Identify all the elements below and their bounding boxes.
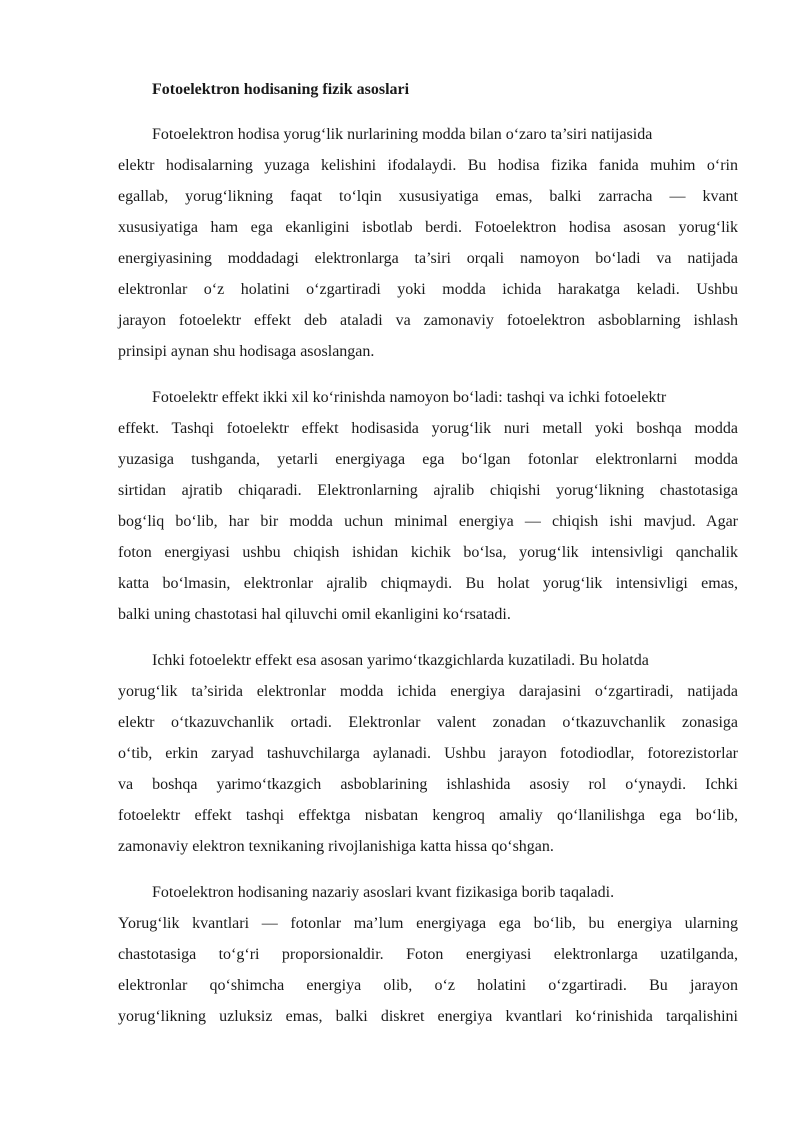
text-line: fotoelektr effekt tashqi effektga nisbatan kengroq amaliy qo‘llanilishga ega bo‘lib,: [118, 807, 738, 824]
text-line: Fotoelektron hodisa yorug‘lik nurlarining modda bilan o‘zaro ta’siri natijasida: [152, 126, 653, 143]
text-line: Fotoelektr effekt ikki xil ko‘rinishda namoyon bo‘ladi: tashqi va ichki fotoelektr: [152, 389, 667, 406]
text-line: yuzasiga tushganda, yetarli energiyaga ega bo‘lgan fotonlar elektronlarni modda: [118, 451, 738, 468]
text-line: prinsipi aynan shu hodisaga asoslangan.: [118, 343, 375, 360]
text-line: bog‘liq bo‘lib, har bir modda uchun minimal energiya — chiqish ishi mavjud. Agar: [118, 513, 738, 530]
text-line: elektr o‘tkazuvchanlik ortadi. Elektronlar valent zonadan o‘tkazuvchanlik zonasiga: [118, 714, 738, 731]
text-line: xususiyatiga ham ega ekanligini isbotlab berdi. Fotoelektron hodisa asosan yorug‘lik: [118, 219, 738, 236]
text-line: chastotasiga to‘g‘ri proporsionaldir. Foton energiyasi elektronlarga uzatilganda,: [118, 946, 738, 963]
text-line: Ichki fotoelektr effekt esa asosan yarimo‘tkazgichlarda kuzatiladi. Bu holatda: [152, 652, 649, 669]
text-line: effekt. Tashqi fotoelektr effekt hodisasida yorug‘lik nuri metall yoki boshqa modda: [118, 420, 738, 437]
text-line: va boshqa yarimo‘tkazgich asboblarining ishlashida asosiy rol o‘ynaydi. Ichki: [118, 776, 738, 793]
text-line: balki uning chastotasi hal qiluvchi omil ekanligini ko‘rsatadi.: [118, 606, 511, 623]
text-line: elektronlar o‘z holatini o‘zgartiradi yoki modda ichida harakatga keladi. Ushbu: [118, 281, 738, 298]
document-page: [118, 74, 738, 1047]
text-line: zamonaviy elektron texnikaning rivojlanishiga katta hissa qo‘shgan.: [118, 838, 554, 855]
paragraph: [118, 382, 738, 630]
text-line: Yorug‘lik kvantlari — fotonlar ma’lum energiyaga ega bo‘lib, bu energiya ularning: [118, 915, 738, 932]
text-line: jarayon fotoelektr effekt deb ataladi va zamonaviy fotoelektron asboblarning ishlash: [118, 312, 738, 329]
paragraph: [118, 877, 738, 1032]
text-line: sirtidan ajratib chiqaradi. Elektronlarning ajralib chiqishi yorug‘likning chastotasiga: [118, 482, 738, 499]
text-line: katta bo‘lmasin, elektronlar ajralib chiqmaydi. Bu holat yorug‘lik intensivligi emas,: [118, 575, 738, 592]
text-line: egallab, yorug‘likning faqat to‘lqin xususiyatiga emas, balki zarracha — kvant: [118, 188, 738, 205]
text-line: elektr hodisalarning yuzaga kelishini ifodalaydi. Bu hodisa fizika fanida muhim o‘rin: [118, 157, 738, 174]
document-body: [118, 119, 738, 1032]
text-line: foton energiyasi ushbu chiqish ishidan kichik bo‘lsa, yorug‘lik intensivligi qanchalik: [118, 544, 738, 561]
text-line: yorug‘likning uzluksiz emas, balki diskret energiya kvantlari ko‘rinishida tarqalishini: [118, 1008, 738, 1025]
text-line: elektronlar qo‘shimcha energiya olib, o‘z holatini o‘zgartiradi. Bu jarayon: [118, 977, 738, 994]
text-line: yorug‘lik ta’sirida elektronlar modda ichida energiya darajasini o‘zgartiradi, natijada: [118, 683, 738, 700]
document-title: Fotoelektron hodisaning fizik asoslari: [152, 81, 410, 98]
text-line: Fotoelektron hodisaning nazariy asoslari kvant fizikasiga borib taqaladi.: [152, 884, 615, 901]
paragraph: [118, 119, 738, 367]
text-line: o‘tib, erkin zaryad tashuvchilarga aylanadi. Ushbu jarayon fotodiodlar, fotorezistorlar: [118, 745, 738, 762]
paragraph: [118, 645, 738, 862]
text-line: energiyasining moddadagi elektronlarga ta’siri orqali namoyon bo‘ladi va natijada: [118, 250, 738, 267]
